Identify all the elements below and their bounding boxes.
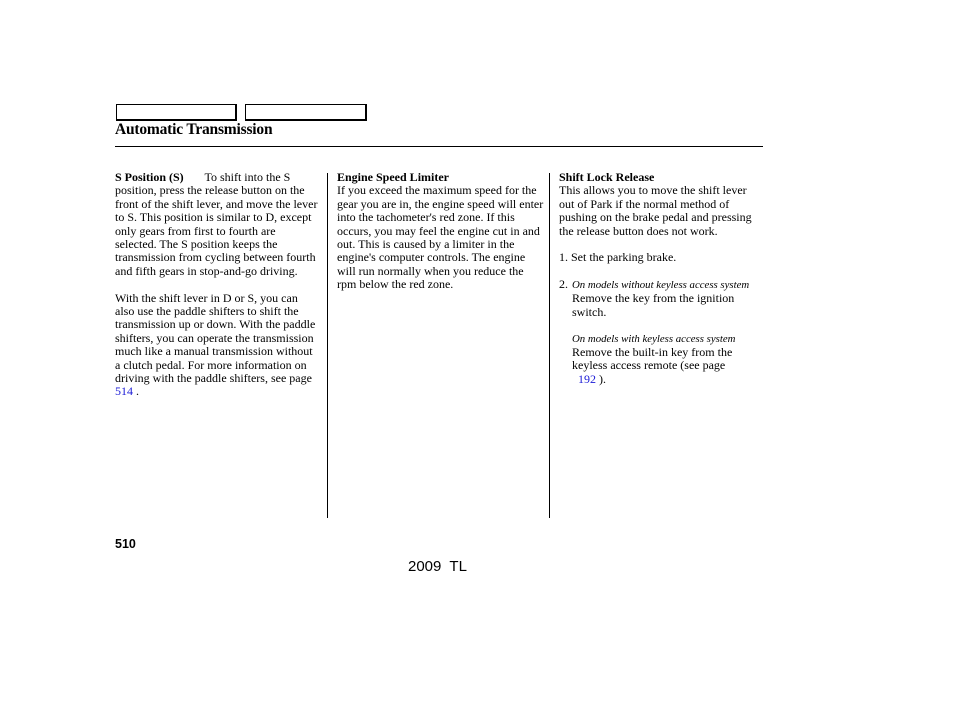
s-position-paragraph-2 (115, 292, 320, 399)
s-position-paragraph-1 (115, 171, 320, 278)
step-1: 1. Set the parking brake. (559, 250, 677, 265)
s-position-text-2: With the shift lever in D or S, you can also use the paddle shifters to shift the transmission up or down. With the paddle shifters, you can operate the transmission much like a manual transmission without a clutch pedal. For more information on driving with the paddle shifters, see page (115, 290, 316, 386)
shift-lock-release-intro: This allows you to move the shift lever out of Park if the normal method of pushing on the brake pedal and pressing the release button does not work. (559, 183, 752, 238)
page-title: Automatic Transmission (115, 121, 273, 138)
column-divider-1 (327, 173, 328, 518)
nav-tab-2[interactable] (245, 104, 367, 121)
column-s-position (115, 171, 320, 399)
step-2-text-with-keyless (572, 346, 764, 386)
engine-speed-limiter-text: If you exceed the maximum speed for the gear you are in, the engine speed will enter into the tachometer's red zone. If this occurs, you may feel the engine cut in and out. This is caused by a limiter in the engine's computer controls. The engine will run normally when you reduce the rpm below the red zone. (337, 183, 544, 292)
column-shift-lock-release (559, 171, 764, 386)
page-link-192[interactable]: 192 (578, 371, 596, 386)
step-2-text-without-keyless: Remove the key from the ignition switch. (572, 291, 735, 319)
nav-tab-1[interactable] (116, 104, 237, 121)
page-link-514[interactable]: 514 (115, 384, 133, 399)
s-position-text-end: . (133, 384, 139, 399)
note-without-keyless: On models without keyless access system (572, 279, 750, 292)
column-divider-2 (549, 173, 550, 518)
model-footer: 2009 TL (408, 558, 467, 575)
s-position-text-1: To shift into the S position, press the release button on the front of the shift lever, and move the lever to S. This position is similar to D, except only gears from first to fourth are selected. The S position keeps the transmission from cycling between fourth and fifth gears in stop-and-go driving. (115, 170, 318, 278)
engine-speed-limiter-heading: Engine Speed Limiter (337, 170, 450, 184)
s-position-heading: S Position (S) (115, 170, 184, 184)
note-with-keyless: On models with keyless access system (572, 332, 736, 345)
title-rule (115, 146, 763, 147)
step-2 (559, 278, 764, 386)
column-engine-speed-limiter (337, 171, 545, 292)
shift-lock-release-heading: Shift Lock Release (559, 170, 655, 184)
page-number: 510 (115, 537, 136, 551)
step-2-text-with-keyless-body: Remove the built-in key from the keyless access remote (see page (572, 344, 733, 373)
step-2-text-end: ). (596, 371, 606, 386)
step-2-number: 2. (559, 277, 568, 292)
